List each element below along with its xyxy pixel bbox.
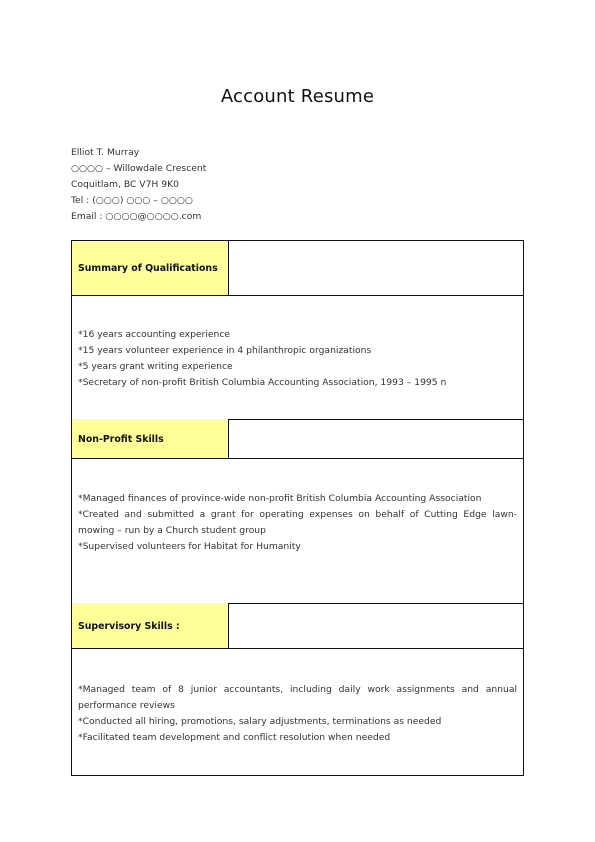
section-header-row bbox=[72, 241, 523, 296]
list-item: *Managed team of 8 junior accountants, including daily work assignments and annual performance reviews bbox=[78, 684, 517, 711]
section-heading: Supervisory Skills : bbox=[72, 603, 229, 649]
section-content-row bbox=[72, 648, 523, 774]
section-item-list bbox=[78, 682, 517, 746]
section-item-list bbox=[78, 491, 517, 555]
section-header-row bbox=[72, 419, 523, 459]
list-item: *Created and submitted a grant for operating expenses on behalf of Cutting Edge lawn-mowing – run by a Church student group bbox=[78, 509, 517, 536]
section-header-blank bbox=[229, 241, 523, 296]
section-heading: Non-Profit Skills bbox=[72, 419, 229, 459]
contact-email: Email : ○○○○@○○○○.com bbox=[71, 211, 202, 222]
resume-table bbox=[71, 240, 524, 776]
section-content-row bbox=[72, 295, 523, 420]
list-item: *16 years accounting experience bbox=[78, 329, 231, 340]
section-header-blank bbox=[229, 419, 523, 459]
contact-name: Elliot T. Murray bbox=[71, 147, 140, 158]
section-header-row bbox=[72, 603, 523, 649]
contact-city: Coquitlam, BC V7H 9K0 bbox=[71, 179, 179, 190]
list-item: *15 years volunteer experience in 4 philanthropic organizations bbox=[78, 345, 372, 356]
list-item: *Managed finances of province-wide non-profit British Columbia Accounting Association bbox=[78, 493, 482, 504]
document-title: Account Resume bbox=[220, 86, 375, 107]
section-item-list bbox=[78, 327, 517, 391]
list-item: *Supervised volunteers for Habitat for Humanity bbox=[78, 541, 301, 552]
section-content-row bbox=[72, 458, 523, 604]
section-header-blank bbox=[229, 603, 523, 649]
contact-address: ○○○○ – Willowdale Crescent bbox=[71, 163, 207, 174]
section-heading: Summary of Qualifications bbox=[72, 241, 229, 296]
list-item: *Conducted all hiring, promotions, salary adjustments, terminations as needed bbox=[78, 716, 442, 727]
list-item: *5 years grant writing experience bbox=[78, 361, 233, 372]
list-item: *Facilitated team development and conflict resolution when needed bbox=[78, 732, 391, 743]
contact-block bbox=[71, 145, 206, 225]
list-item: *Secretary of non-profit British Columbia Accounting Association, 1993 – 1995 n bbox=[78, 377, 447, 388]
contact-tel: Tel : (○○○) ○○○ – ○○○○ bbox=[71, 195, 193, 206]
